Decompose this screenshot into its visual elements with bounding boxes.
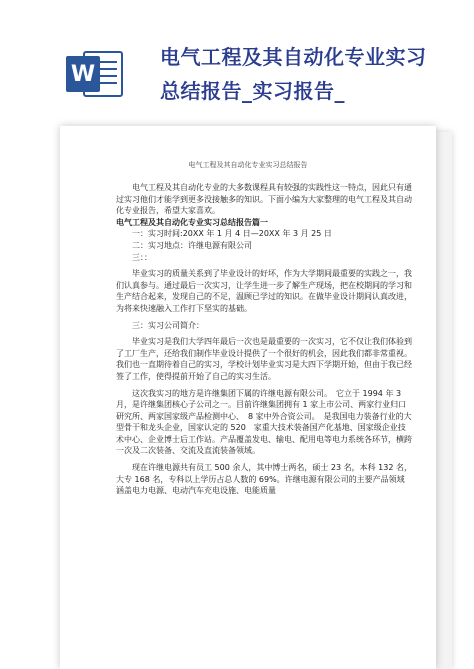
company-intro-heading: 三：实习公司简介： <box>132 320 204 330</box>
banner-title-line2: 总结报告_实习报告_ <box>160 79 345 103</box>
word-logo-letter: W <box>70 62 96 87</box>
document-banner <box>0 0 474 128</box>
intro-paragraph: 电气工程及其自动化专业的大多数课程具有较强的实践性这一特点，因此只有通过实习他们才能学到更多没接触多的知识。下面小编为大家整理的电气工程及其自动化专业报告，希望大家喜欢。 <box>116 183 412 216</box>
company-paragraph: 这次我实习的地方是许继集团下属的许继电源有限公司。 它立于 1994 年 3 月，是许继集团核心子公司之一。目前许继集团拥有 1 家上市公司、两家行业归口研究所、两家国家级产品检测中心、 8 家中外合资公司。 是我国电力装备行业的大型骨干和龙头企业，国家认定的 520 家重大技术装备国产化基地、国家级企业技术中心、企业博士后工作站。产品覆盖发电、输电、配用电等电力系统各环节，横跨一次及二次装备、交流及直流装备领域。 <box>116 388 412 456</box>
banner-title-line1: 电气工程及其自动化专业实习 <box>160 45 427 69</box>
section-heading: 电气工程及其自动化专业实习总结报告篇一 <box>116 217 268 227</box>
internship-location: 二：实习地点：许继电源有限公司 <box>132 240 252 250</box>
list-item-three: 三：： <box>132 252 152 262</box>
purpose-paragraph: 毕业实习的质量关系到了毕业设计的好坏，作为大学期间最重要的实践之一，我们认真参与。通过最后一次实习，让学生进一步了解生产现场，把在校期间的学习和生产结合起来，发现自己的不足，温顾已学过的知识。在做毕业设计期间认真改进，为将来快速融入工作打下坚实的基础。 <box>116 269 412 313</box>
graduation-paragraph: 毕业实习是我们大学四年最后一次也是最重要的一次实习，它不仅让我们体验到了工厂生产，还给我们制作毕业设计提供了一个很好的机会，因此我们都非常重视。我们也一直期待着自己的实习，学校计划毕业实习是大四下学期开始，但由于我已经签了工作，使得提前开始了自己的实习生活。 <box>116 337 412 381</box>
banner-title <box>160 40 460 108</box>
document-header: 电气工程及其自动化专业实习总结报告 <box>188 161 308 169</box>
word-document-icon <box>66 48 124 100</box>
document-page <box>60 126 436 669</box>
internship-time: 一：实习时间:20XX 年 1 月 4 日—20XX 年 3 月 25 日 <box>132 229 332 239</box>
document-body <box>116 182 412 497</box>
staff-paragraph: 现在许继电源共有员工 500 余人，其中博士两名，硕士 23 名，本科 132 名，大专 168 名，专科以上学历占总人数的 69%。许继电源有限公司的主要产品领域涵盖电力电源、电动汽车充电设施、电能质量 <box>116 463 412 496</box>
